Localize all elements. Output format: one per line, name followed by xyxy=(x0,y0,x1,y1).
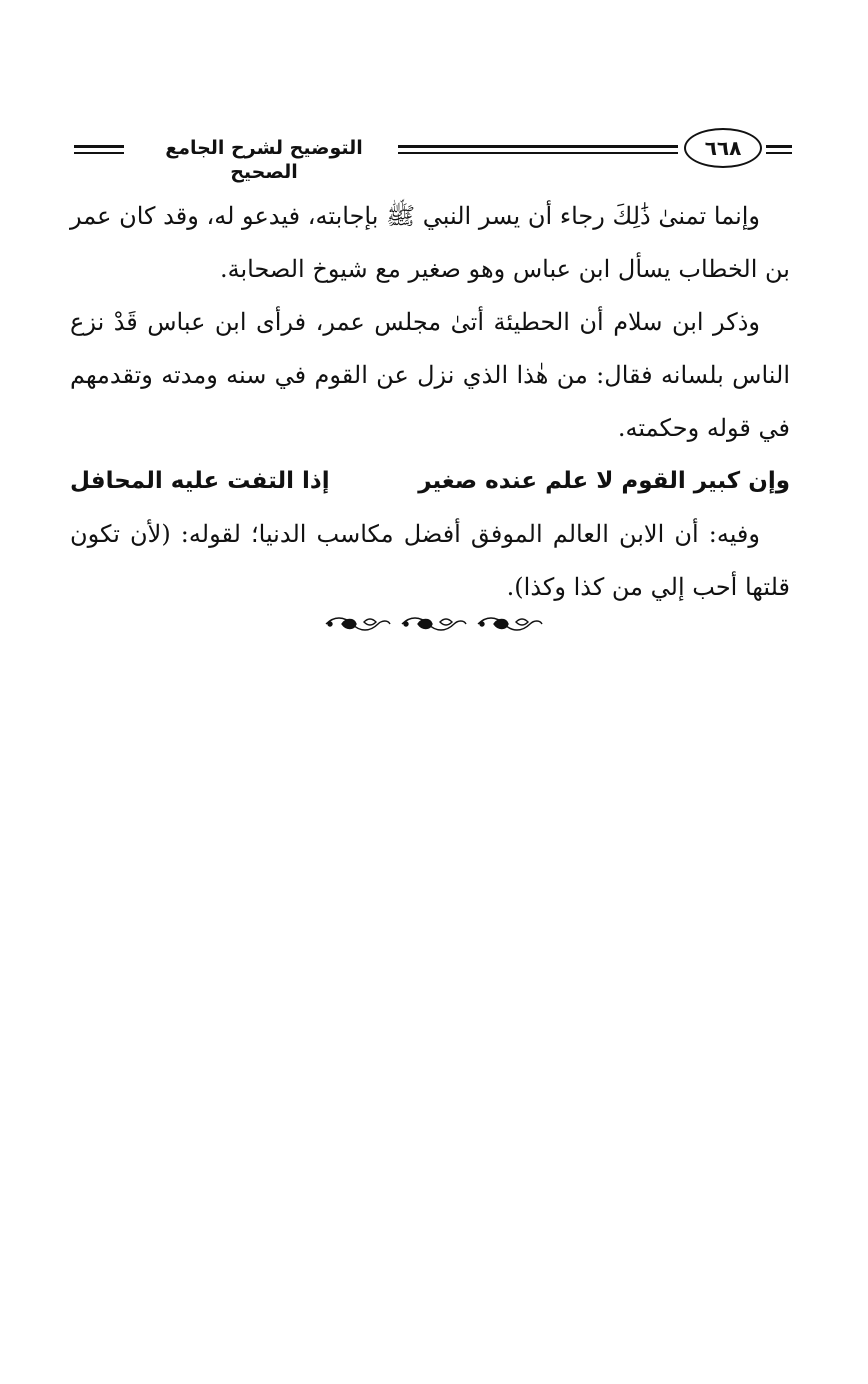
paragraph-text: وفيه: أن الابن العالم الموفق أفضل مكاسب الدنيا؛ لقوله: (لأن تكون قلتها أحب إلي من كذا وكذا). xyxy=(70,520,790,601)
header-rule-right xyxy=(766,145,792,154)
page-number: ٦٦٨ xyxy=(704,136,742,160)
verse-second-hemistich: إذا التفت عليه المحافل xyxy=(70,468,330,494)
paragraph-text: وذكر ابن سلام أن الحطيئة أتىٰ مجلس عمر، فرأى ابن عباس قَدْ نزع الناس بلسانه فقال: من هٰذا الذي نزل عن القوم في سنه ومدته وتقدمهم في قوله وحكمته. xyxy=(70,308,790,442)
book-title: التوضيح لشرح الجامع الصحيح xyxy=(165,137,363,183)
paragraph-text: وإنما تمنىٰ ذَٰلِكَ رجاء أن يسر النبي ﷺ بإجابته، فيدعو له، وقد كان عمر بن الخطاب يسأل ابن عباس وهو صغير مع شيوخ الصحابة. xyxy=(70,202,790,283)
header-rule-middle xyxy=(398,145,678,154)
floral-divider-icon xyxy=(316,612,552,636)
paragraph xyxy=(70,190,790,296)
body-text xyxy=(70,190,790,614)
page-number-badge xyxy=(684,128,762,168)
poetry-verse xyxy=(70,455,790,508)
verse-first-hemistich: وإن كبير القوم لا علم عنده صغير xyxy=(418,468,790,494)
paragraph xyxy=(70,508,790,614)
running-header xyxy=(66,126,796,183)
header-rule-left xyxy=(74,145,124,154)
paragraph xyxy=(70,296,790,455)
